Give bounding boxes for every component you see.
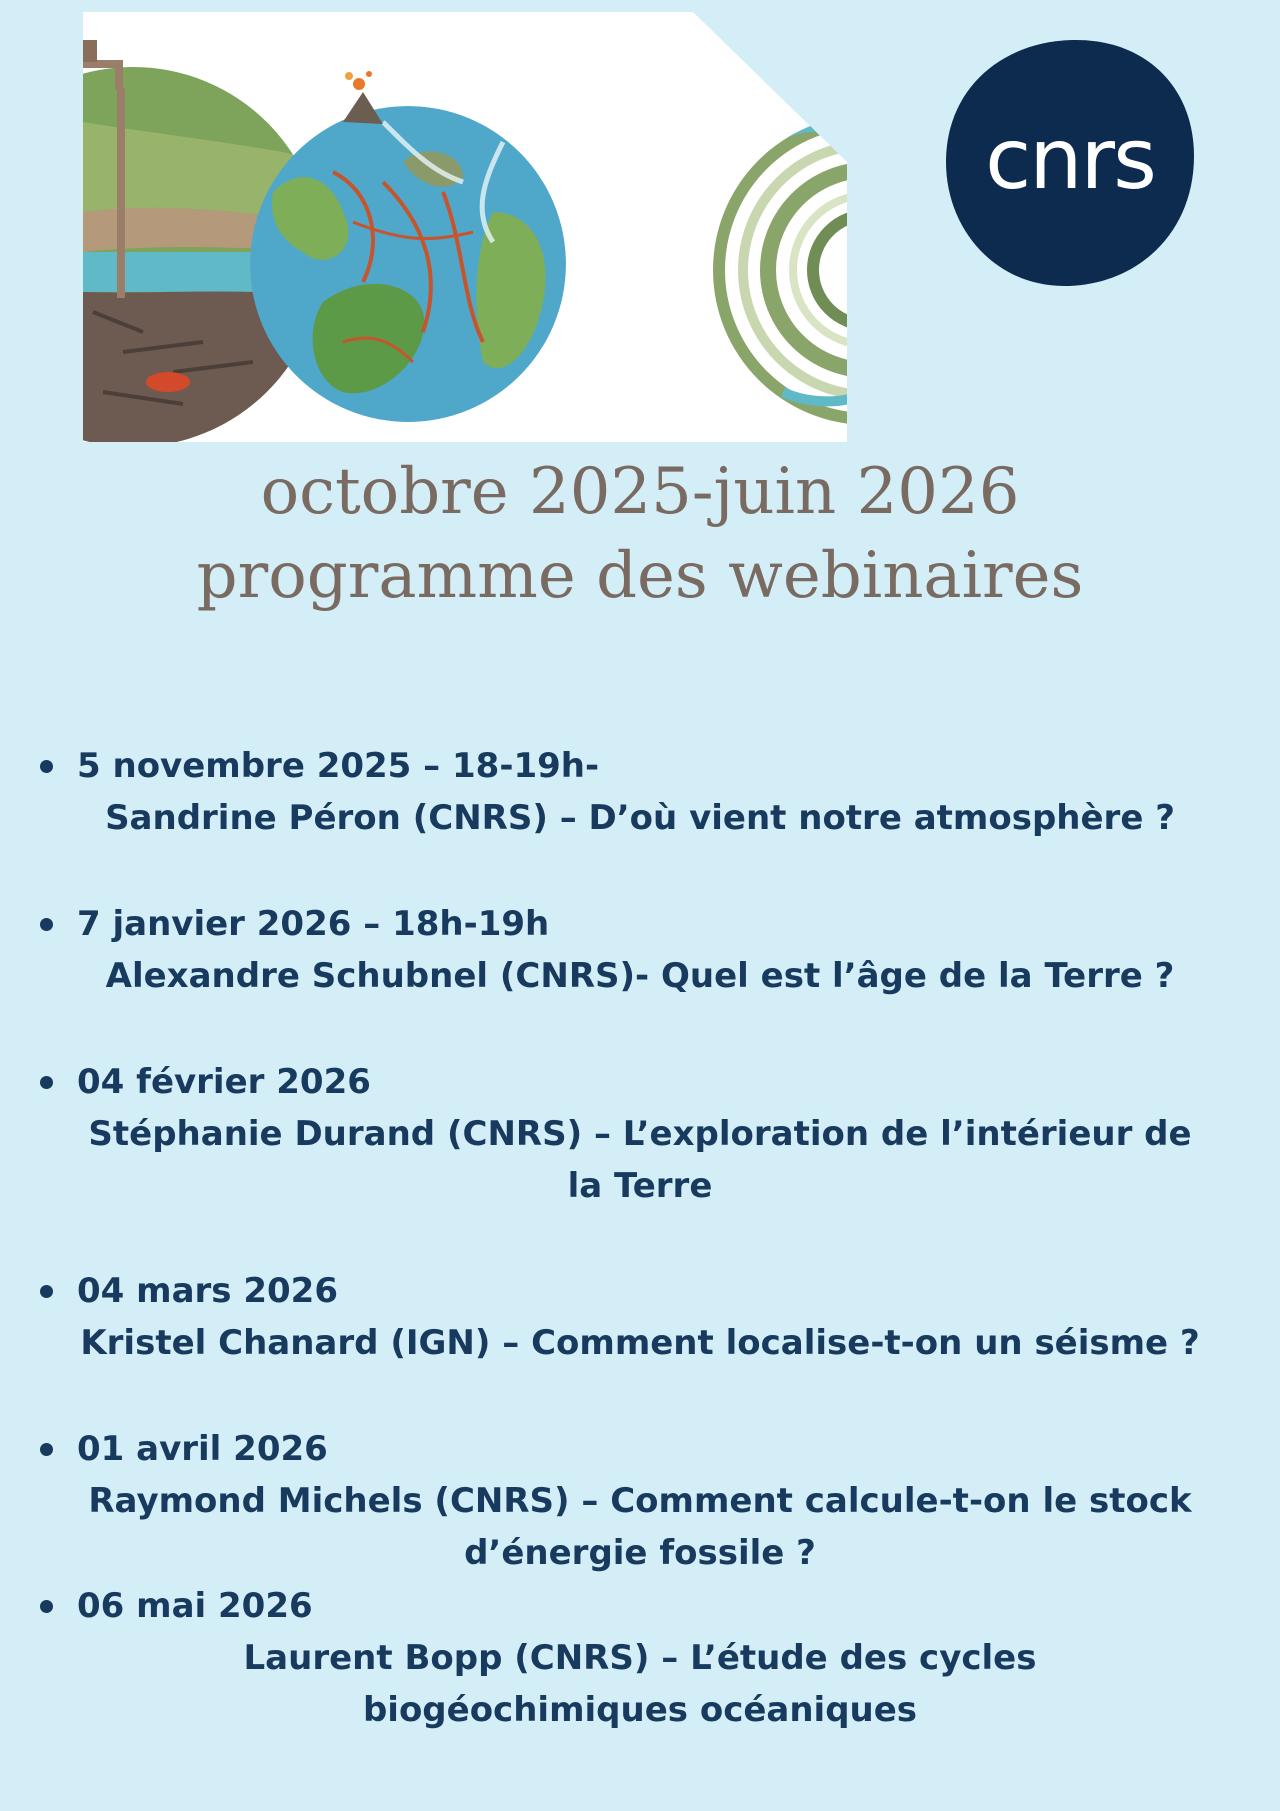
title-dates: octobre 2025-juin 2026 [260, 455, 1020, 529]
bullet-icon [40, 918, 53, 931]
webinar-talk: Stéphanie Durand (CNRS) – L’exploration de l’intérieur de la Terre [88, 1114, 1192, 1206]
webinar-talk: Raymond Michels (CNRS) – Comment calcule-t-on le stock d’énergie fossile ? [88, 1481, 1192, 1573]
webinar-talk: Sandrine Péron (CNRS) – D’où vient notre atmosphère ? [105, 798, 1175, 838]
webinar-talk: Laurent Bopp (CNRS) – L’étude des cycles biogéochimiques océaniques [243, 1638, 1037, 1730]
bullet-icon [40, 1443, 53, 1456]
webinar-talk: Alexandre Schubnel (CNRS)- Quel est l’âge de la Terre ? [105, 956, 1175, 996]
webinar-date: 5 novembre 2025 – 18-19h- [77, 746, 600, 786]
webinar-date: 04 février 2026 [77, 1062, 371, 1102]
webinar-date: 01 avril 2026 [77, 1429, 328, 1469]
bullet-icon [40, 760, 53, 773]
bullet-icon [40, 1285, 53, 1298]
logo-text: cnrs [985, 110, 1155, 208]
webinar-date: 06 mai 2026 [77, 1586, 313, 1626]
webinar-date: 04 mars 2026 [77, 1271, 338, 1311]
title-program: programme des webinaires [196, 539, 1084, 613]
webinar-talk: Kristel Chanard (IGN) – Comment localise-t-on un séisme ? [80, 1323, 1200, 1363]
bullet-icon [40, 1600, 53, 1613]
webinar-date: 7 janvier 2026 – 18h-19h [77, 904, 550, 944]
bullet-icon [40, 1076, 53, 1089]
